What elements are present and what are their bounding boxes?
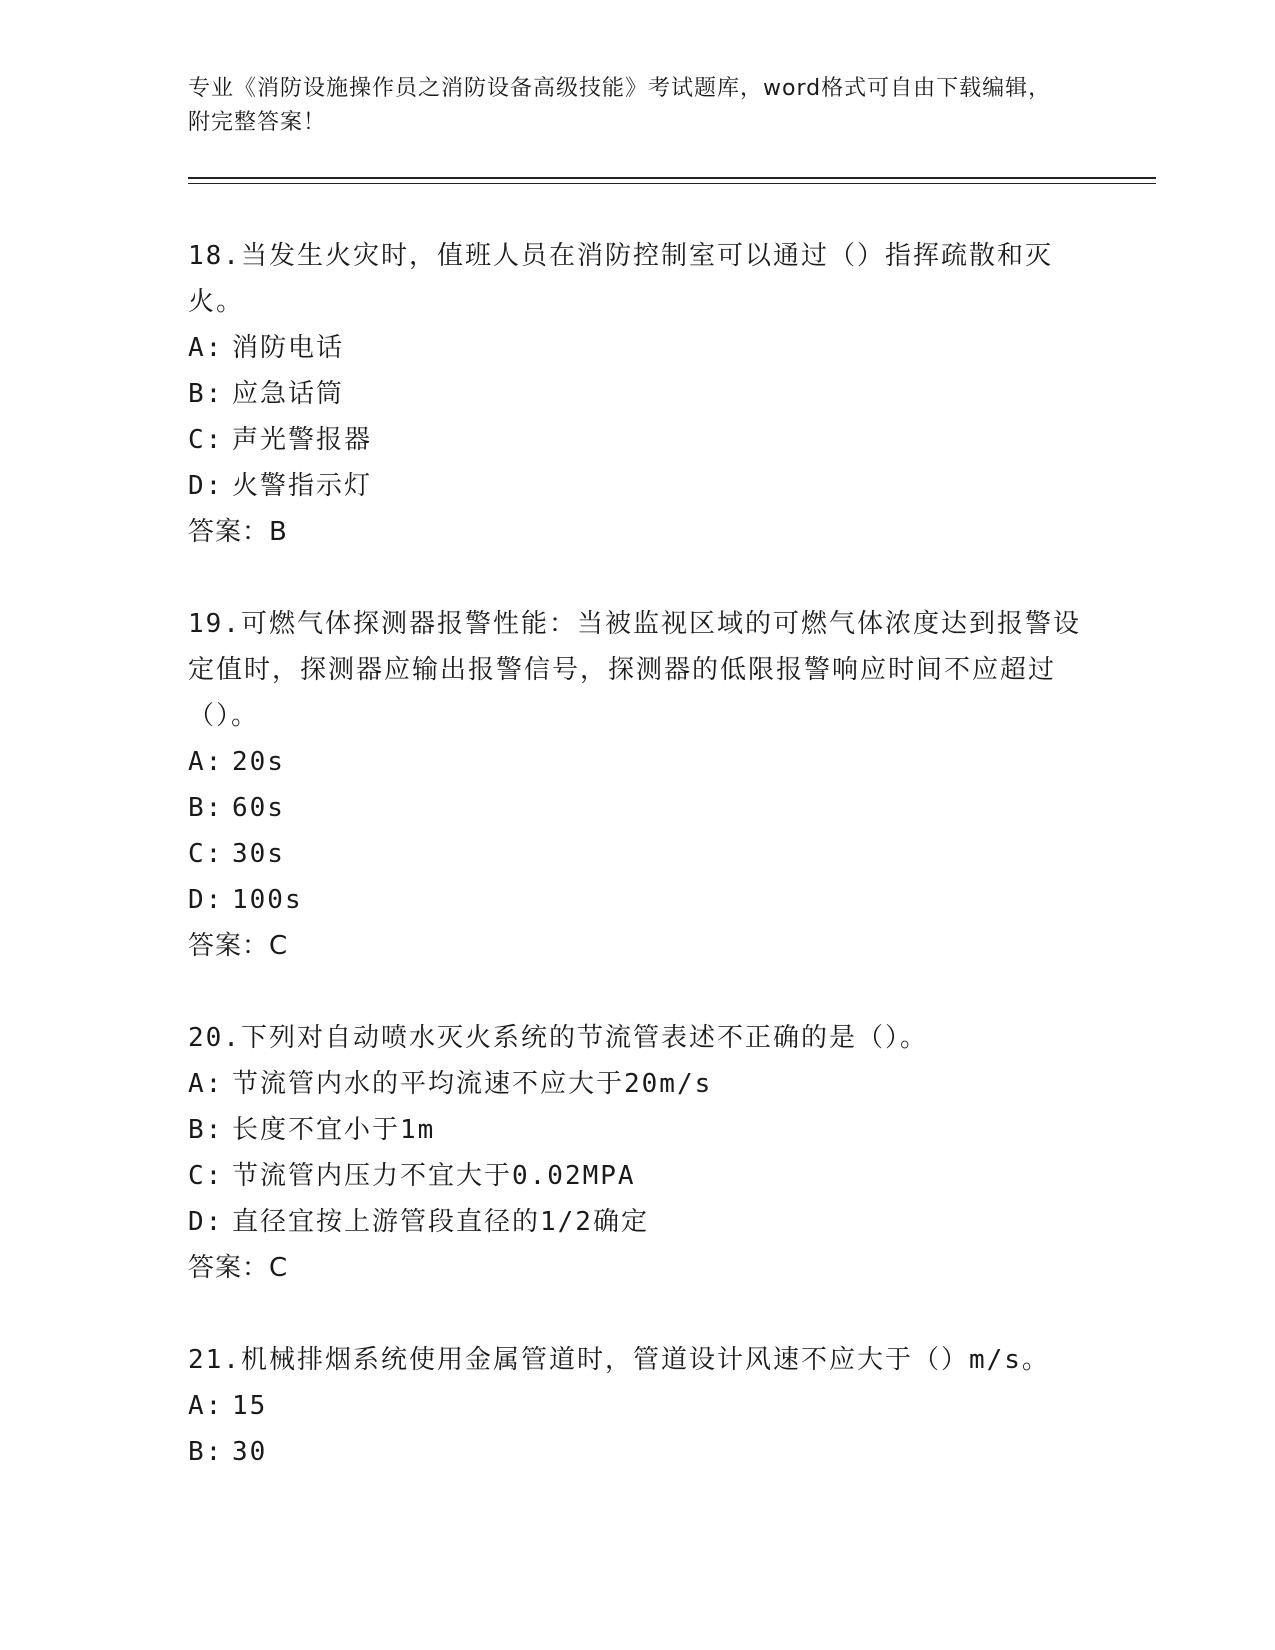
question-21 (188, 1337, 1088, 1475)
document-header: 专业《消防设施操作员之消防设备高级技能》考试题库，word格式可自由下载编辑，附完整答案！ (188, 76, 1052, 135)
option-text: 15 (232, 1391, 268, 1421)
question-stem: 18.当发生火灾时，值班人员在消防控制室可以通过（）指挥疏散和灭火。 (188, 241, 1053, 317)
option-d (188, 877, 1088, 923)
answer-line: 答案：C (188, 1253, 289, 1283)
option-text: 100s (232, 885, 303, 915)
question-list (188, 233, 1088, 1521)
option-key: C: (188, 425, 224, 455)
answer-line: 答案：B (188, 517, 288, 547)
option-text: 直径宜按上游管段直径的1/2确定 (232, 1207, 649, 1237)
question-19 (188, 601, 1088, 969)
option-text: 节流管内压力不宜大于0.02MPA (232, 1161, 636, 1191)
option-key: B: (188, 1115, 224, 1145)
header-rule-thin (188, 183, 1156, 184)
option-a (188, 1383, 1088, 1429)
question-stem: 21.机械排烟系统使用金属管道时，管道设计风速不应大于（）m/s。 (188, 1345, 1050, 1375)
option-c (188, 831, 1088, 877)
answer-line: 答案：C (188, 931, 289, 961)
option-key: C: (188, 1161, 224, 1191)
option-d (188, 1199, 1088, 1245)
option-b (188, 371, 1088, 417)
option-key: B: (188, 379, 224, 409)
option-text: 节流管内水的平均流速不应大于20m/s (232, 1069, 713, 1099)
option-c (188, 1153, 1088, 1199)
option-text: 60s (232, 793, 285, 823)
option-c (188, 417, 1088, 463)
question-18 (188, 233, 1088, 555)
option-text: 火警指示灯 (232, 471, 373, 501)
option-a (188, 739, 1088, 785)
option-key: D: (188, 471, 224, 501)
option-key: A: (188, 1391, 224, 1421)
option-b (188, 1107, 1088, 1153)
option-text: 声光警报器 (232, 425, 373, 455)
option-key: B: (188, 1437, 224, 1467)
option-key: A: (188, 1069, 224, 1099)
option-b (188, 785, 1088, 831)
option-key: D: (188, 1207, 224, 1237)
option-text: 消防电话 (232, 333, 345, 363)
option-text: 20s (232, 747, 285, 777)
option-key: C: (188, 839, 224, 869)
option-text: 长度不宜小于1m (232, 1115, 436, 1145)
option-d (188, 463, 1088, 509)
option-text: 应急话筒 (232, 379, 345, 409)
option-key: D: (188, 885, 224, 915)
option-key: B: (188, 793, 224, 823)
question-stem: 19.可燃气体探测器报警性能：当被监视区域的可燃气体浓度达到报警设定值时，探测器应输出报警信号，探测器的低限报警响应时间不应超过（）。 (188, 609, 1081, 731)
question-20 (188, 1015, 1088, 1291)
option-a (188, 1061, 1088, 1107)
header-rule-thick (188, 177, 1156, 179)
option-key: A: (188, 747, 224, 777)
option-text: 30 (232, 1437, 268, 1467)
option-text: 30s (232, 839, 285, 869)
option-key: A: (188, 333, 224, 363)
question-stem: 20.下列对自动喷水灭火系统的节流管表述不正确的是（）。 (188, 1023, 928, 1053)
option-a (188, 325, 1088, 371)
option-b (188, 1429, 1088, 1475)
